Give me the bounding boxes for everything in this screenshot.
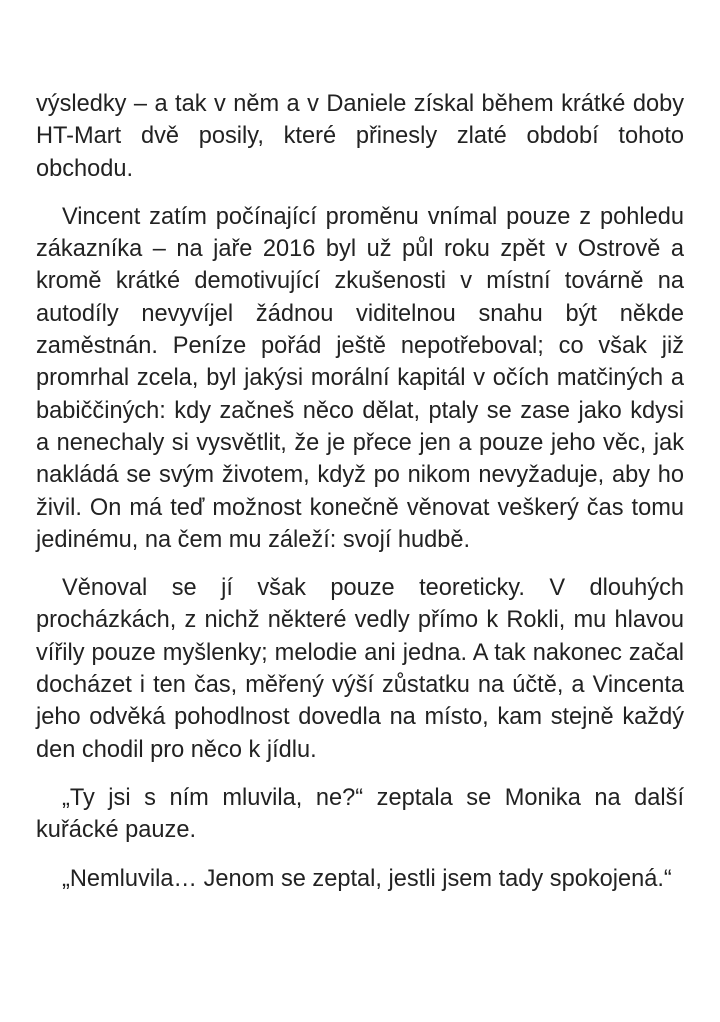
paragraph-continuation: výsledky – a tak v něm a v Daniele získal během krátké doby HT-Mart dvě posily, které přinesly zlaté období tohoto obchodu.	[36, 91, 684, 182]
paragraph-dialogue-answer: „Nemluvila… Jenom se zeptal, jestli jsem tady spokojená.“	[62, 865, 672, 892]
document-page	[36, 88, 684, 911]
paragraph-dialogue-question: „Ty jsi s ním mluvila, ne?“ zeptala se Monika na další kuřácké pauze.	[36, 784, 684, 844]
paragraph-vincent-transformation: Vincent zatím počínající proměnu vnímal pouze z pohledu zákazníka – na jaře 2016 byl už půl roku zpět v Ostrově a kromě krátké demotivující zkušenosti v místní továrně na autodíly nevyvíjel žádnou viditelnou snahu být někde zaměstnán. Peníze pořád ještě nepotřeboval; co však již promrhal zcela, byl jakýsi morální kapitál v očích matčiných a babiččiných: kdy začneš něco dělat, ptaly se zase jako kdysi a nenechaly si vysvětlit, že je přece jen a pouze jeho věc, jak nakládá se svým životem, když po nikom nevyžaduje, aby ho živil. On má teď možnost konečně věnovat veškerý čas tomu jedinému, na čem mu záleží: svojí hudbě.	[36, 203, 684, 553]
paragraph-music-theory: Věnoval se jí však pouze teoreticky. V dlouhých procházkách, z nichž některé vedly přímo k Rokli, mu hlavou vířily pouze myšlenky; melodie ani jedna. A tak nakonec začal docházet i ten čas, měřený výší zůstatku na účtě, a Vincenta jeho odvěká pohodlnost dovedla na místo, kam stejně každý den chodil pro něco k jídlu.	[36, 575, 684, 763]
